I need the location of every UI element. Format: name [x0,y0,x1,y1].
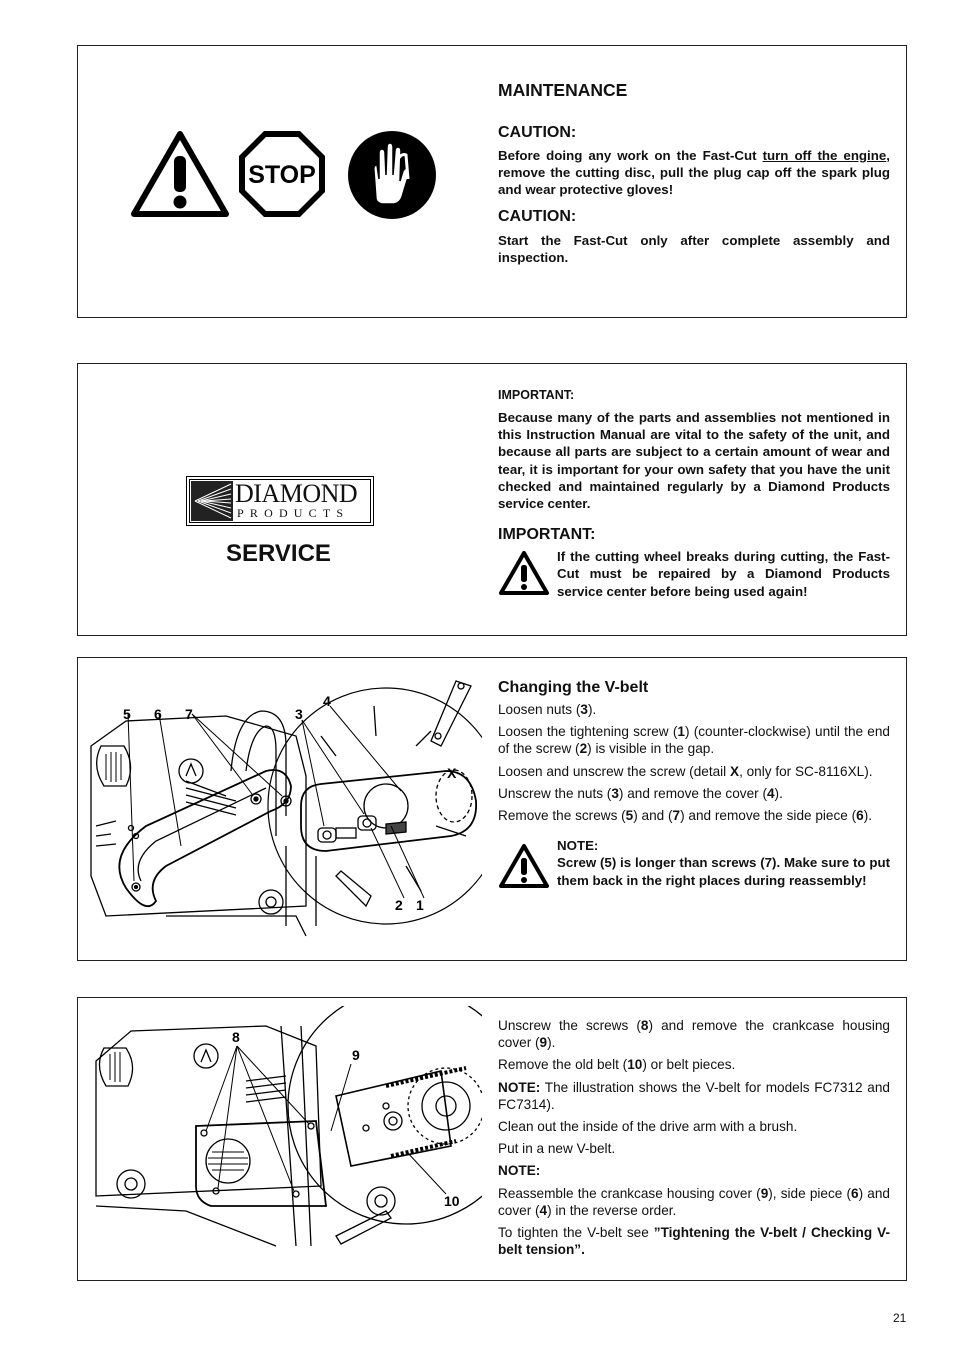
callout-8: 8 [232,1029,240,1045]
belt-step-3 [498,1079,890,1113]
vbelt-step-4 [498,785,890,802]
callout-5: 5 [123,706,131,722]
vbelt-step-2-b: 1 [677,724,685,740]
belt-note-heading: NOTE: [498,1163,541,1179]
stop-sign-icon [236,128,328,220]
vbelt-note-row [498,837,890,889]
vbelt-cover-illustration [86,676,482,952]
belt-step-1-d: 9 [539,1035,548,1051]
vbelt-step-4-e: ). [774,785,783,801]
callout-9: 9 [352,1047,360,1063]
diamond-products-logo [186,476,374,526]
belt-replacement-section [77,997,907,1281]
belt-step-2 [498,1056,890,1073]
important-text-1: Because many of the parts and assemblies not mentioned in this Instruction Manual are vital to the safety of the unit, and because all parts are subject to a certain amount of wear and tear, it is important for your own safety that you have the unit checked and maintained regularly by a Diamond Products service center. [498,410,890,512]
caution-heading-1: CAUTION: [498,124,577,141]
callout-4: 4 [323,693,331,709]
important-text-2: If the cutting wheel breaks during cutting, the Fast-Cut must be repaired by a Diamond Products service center before being used again! [557,549,890,599]
vbelt-step-1 [498,701,890,718]
vbelt-step-4-c: ) and remove the cover ( [618,785,767,801]
belt-step-1-b: 8 [640,1018,649,1033]
vbelt-step-2 [498,723,890,757]
logo-line1: DIAMOND [235,479,358,508]
vbelt-step-1-b: 3 [580,702,588,717]
vbelt-step-5-c: ) and ( [633,808,673,824]
vbelt-step-4-a: Unscrew the nuts ( [498,785,612,801]
vbelt-step-5-e: ) and remove the side piece ( [680,808,857,824]
vbelt-step-5-a: Remove the screws ( [498,808,626,824]
belt-step-3-rest: The illustration shows the V-belt for models FC7312 and FC7314). [498,1079,890,1112]
callout-6: 6 [154,706,162,722]
diamond-logo-icon [191,481,233,521]
belt-step-7-pre: To tighten the V-belt see [498,1225,654,1241]
belt-step-4: Clean out the inside of the drive arm with a brush. [498,1119,798,1135]
belt-step-3-bold: NOTE: [498,1079,541,1095]
belt-step-6-f: 4 [539,1202,548,1218]
vbelt-step-4-d: 4 [766,785,775,801]
caution-heading-2: CAUTION: [498,207,577,225]
belt-step-6-e: ) and cover ( [498,1185,890,1218]
crankcase-belt-illustration [86,1006,482,1274]
caution-text-1 [498,147,890,199]
callout-1: 1 [416,897,424,913]
belt-step-6-a: Reassemble the crankcase housing cover ( [498,1185,761,1201]
belt-step-5: Put in a new V-belt. [498,1141,616,1157]
vbelt-step-4-b: 3 [611,785,619,801]
belt-step-2-a: Remove the old belt ( [498,1057,628,1073]
vbelt-note [557,837,890,889]
warning-triangle-icon [498,550,550,596]
important-heading-1: IMPORTANT: [498,388,575,402]
belt-step-2-b: 10 [627,1057,643,1073]
callout-2: 2 [395,897,403,913]
callout-3: 3 [295,706,303,722]
belt-step-1-a: Unscrew the screws ( [498,1018,641,1033]
page-number: 21 [893,1311,907,1325]
vbelt-section [77,657,907,961]
vbelt-step-5-b: 5 [625,808,634,824]
belt-step-1-c: ) and remove the crankcase housing cover ( [498,1018,890,1051]
vbelt-note-text: Screw (5) is longer than screws (7). Make sure to put them back in the right places during reassembly! [557,855,890,888]
vbelt-step-5-f: 6 [856,808,864,824]
belt-step-7-bold: ”Tightening the V-belt / Checking V-belt tension”. [498,1225,890,1258]
caution-text-1-underlined: turn off the engine [762,148,887,163]
service-section [77,363,907,636]
caution-text-2: Start the Fast-Cut only after complete assembly and inspection. [498,232,890,265]
vbelt-step-2-a: Loosen the tightening screw ( [498,724,678,740]
vbelt-step-3-a: Loosen and unscrew the screw (detail [498,763,730,779]
belt-step-6-g: ) in the reverse order. [547,1202,677,1218]
belt-step-2-c: ) or belt pieces. [642,1057,736,1073]
protective-gloves-icon [346,129,438,221]
vbelt-step-3-b: X [729,763,740,779]
vbelt-step-5-g: ). [863,808,873,824]
belt-step-1-e: ). [547,1035,556,1051]
vbelt-step-5 [498,807,890,824]
vbelt-step-1-c: ). [587,702,597,717]
belt-step-6-d: 6 [851,1185,859,1201]
important-warning-row [498,548,890,600]
maintenance-section [77,45,907,318]
vbelt-step-2-d: 2 [579,741,588,757]
vbelt-step-3 [498,763,890,780]
logo-line2: PRODUCTS [237,506,350,520]
belt-step-7 [498,1224,890,1258]
vbelt-note-heading: NOTE: [557,838,599,854]
stop-sign-text: STOP [248,161,316,189]
vbelt-step-2-e: ) is visible in the gap. [587,741,715,757]
vbelt-step-3-c: , only for SC-8116XL). [739,763,873,779]
callout-7: 7 [185,706,193,722]
vbelt-title: Changing the V-belt [498,679,649,696]
callout-10: 10 [444,1193,460,1209]
callout-x: X [447,765,457,781]
important-heading-2: IMPORTANT: [498,526,596,544]
vbelt-step-2-c: ) (counter-clockwise) until the end of the screw ( [498,724,890,757]
service-title: SERVICE [226,540,331,567]
vbelt-step-5-d: 7 [672,808,681,824]
belt-step-6-c: ), side piece ( [768,1185,852,1201]
vbelt-step-1-a: Loosen nuts ( [498,702,581,717]
belt-step-1 [498,1017,890,1051]
caution-text-1-pre: Before doing any work on the Fast-Cut [498,148,763,163]
belt-step-6-b: 9 [760,1185,769,1201]
belt-step-6 [498,1185,890,1219]
caution-text-1-post: , remove the cutting disc, pull the plug cap off the spark plug and wear protective gloves! [498,148,890,198]
warning-triangle-icon [498,843,550,889]
maintenance-title: MAINTENANCE [498,80,628,100]
warning-triangle-icon [130,130,230,218]
